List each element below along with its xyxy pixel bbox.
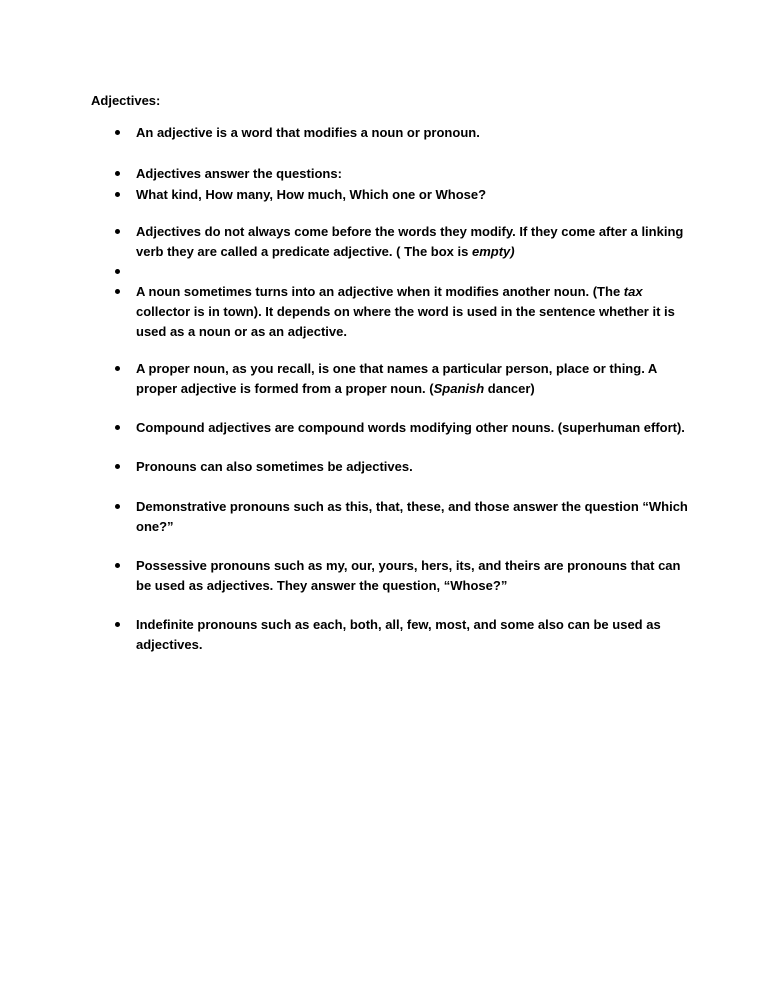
text-segment: collector is in town). It depends on where the word is used in the sentence whether it is used as a noun or as an adjective. <box>136 304 675 339</box>
list-item-text: Indefinite pronouns such as each, both, all, few, most, and some also can be used as adjectives. <box>136 617 661 652</box>
bullet-icon <box>115 192 120 197</box>
list-item-text: Compound adjectives are compound words modifying other nouns. (superhuman effort). <box>136 420 685 435</box>
bullet-icon <box>115 130 120 135</box>
bullet-icon <box>115 563 120 568</box>
bullet-icon <box>115 289 120 294</box>
list-item-question-list <box>118 185 688 205</box>
list-item-noun-as-adjective <box>118 282 688 342</box>
list-item-questions <box>118 164 688 184</box>
bullet-icon <box>115 504 120 509</box>
list-item-text <box>136 282 688 342</box>
text-segment: A noun sometimes turns into an adjective when it modifies another noun. (The <box>136 284 624 299</box>
text-segment: Adjectives do not always come before the words they modify. If they come after a linking verb they are called a predicate adjective. ( The box is <box>136 224 684 259</box>
italic-example: empty) <box>471 244 515 259</box>
list-item-demonstrative <box>118 497 688 537</box>
list-item-proper-adjective <box>118 359 688 399</box>
list-item-text: An adjective is a word that modifies a noun or pronoun. <box>136 125 480 140</box>
list-item-text: Demonstrative pronouns such as this, that, these, and those answer the question “Which one?” <box>136 499 688 534</box>
italic-example: Spanish <box>433 381 485 396</box>
list-item-compound-adjectives <box>118 418 688 438</box>
list-item-indefinite <box>118 615 688 655</box>
list-item-text: Pronouns can also sometimes be adjectives. <box>136 459 413 474</box>
bullet-icon <box>115 269 120 274</box>
italic-example: tax <box>623 284 643 299</box>
text-segment: dancer) <box>484 381 535 396</box>
bullet-icon <box>115 229 120 234</box>
list-item-definition <box>118 123 688 143</box>
bullet-icon <box>115 464 120 469</box>
list-item-text: What kind, How many, How much, Which one or Whose? <box>136 187 487 202</box>
bullet-icon <box>115 171 120 176</box>
list-item-text: Possessive pronouns such as my, our, yours, hers, its, and theirs are pronouns that can be used as adjectives. They answer the question, “Whose?” <box>136 558 681 593</box>
bullet-icon <box>115 366 120 371</box>
list-item-pronouns <box>118 457 688 477</box>
text-segment: A proper noun, as you recall, is one that names a particular person, place or thing. A proper adjective is formed from a proper noun. ( <box>136 361 657 396</box>
list-item-predicate-adjective <box>118 222 688 262</box>
list-item-text <box>136 222 688 262</box>
bullet-icon <box>115 425 120 430</box>
list-item-possessive <box>118 556 688 596</box>
list-item-text: Adjectives answer the questions: <box>136 166 342 181</box>
list-item-text <box>136 359 688 399</box>
page-heading: Adjectives: <box>91 93 161 108</box>
bullet-icon <box>115 622 120 627</box>
